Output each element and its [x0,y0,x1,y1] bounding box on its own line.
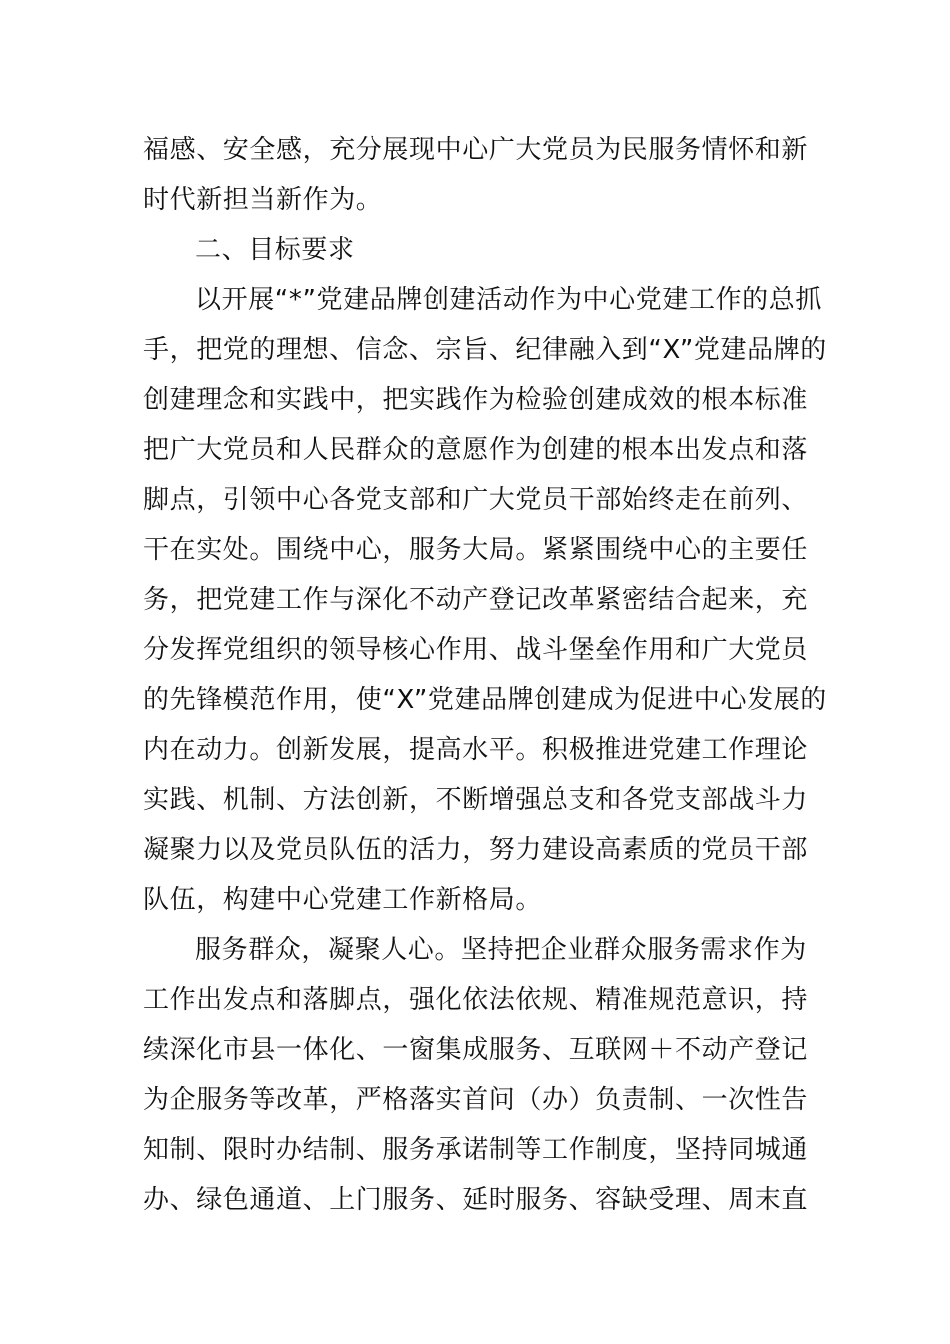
text-line: 的先锋模范作用，使“X”党建品牌创建成为促进中心发展的 [143,685,827,715]
text-line: 时代新担当新作为。 [143,185,383,215]
text-line: 队伍，构建中心党建工作新格局。 [143,885,543,915]
paragraph-first-line: 服务群众，凝聚人心。坚持把企业群众服务需求作为 [195,935,807,965]
text-line: 创建理念和实践中，把实践作为检验创建成效的根本标准 [143,385,809,415]
text-line: 手，把党的理想、信念、宗旨、纪律融入到“X”党建品牌的 [143,335,827,365]
text-line: 知制、限时办结制、服务承诺制等工作制度，坚持同城通 [143,1135,809,1165]
text-line: 办、绿色通道、上门服务、延时服务、容缺受理、周末直 [143,1185,809,1215]
text-line: 内在动力。创新发展，提高水平。积极推进党建工作理论 [143,735,809,765]
text-line: 续深化市县一体化、一窗集成服务、互联网＋不动产登记 [143,1035,809,1065]
text-line: 实践、机制、方法创新，不断增强总支和各党支部战斗力 [143,785,809,815]
paragraph-first-line: 以开展“*”党建品牌创建活动作为中心党建工作的总抓 [195,285,822,315]
text-line: 工作出发点和落脚点，强化依法依规、精准规范意识，持 [143,985,809,1015]
text-line: 凝聚力以及党员队伍的活力，努力建设高素质的党员干部 [143,835,809,865]
text-line: 脚点，引领中心各党支部和广大党员干部始终走在前列、 [143,485,809,515]
text-line: 分发挥党组织的领导核心作用、战斗堡垒作用和广大党员 [143,635,809,665]
text-line: 把广大党员和人民群众的意愿作为创建的根本出发点和落 [143,435,809,465]
text-line: 务，把党建工作与深化不动产登记改革紧密结合起来，充 [143,585,809,615]
text-line: 为企服务等改革，严格落实首问（办）负责制、一次性告 [143,1085,809,1115]
text-line: 福感、安全感，充分展现中心广大党员为民服务情怀和新 [143,135,809,165]
section-heading: 二、目标要求 [195,235,355,265]
text-line: 干在实处。围绕中心，服务大局。紧紧围绕中心的主要任 [143,535,809,565]
